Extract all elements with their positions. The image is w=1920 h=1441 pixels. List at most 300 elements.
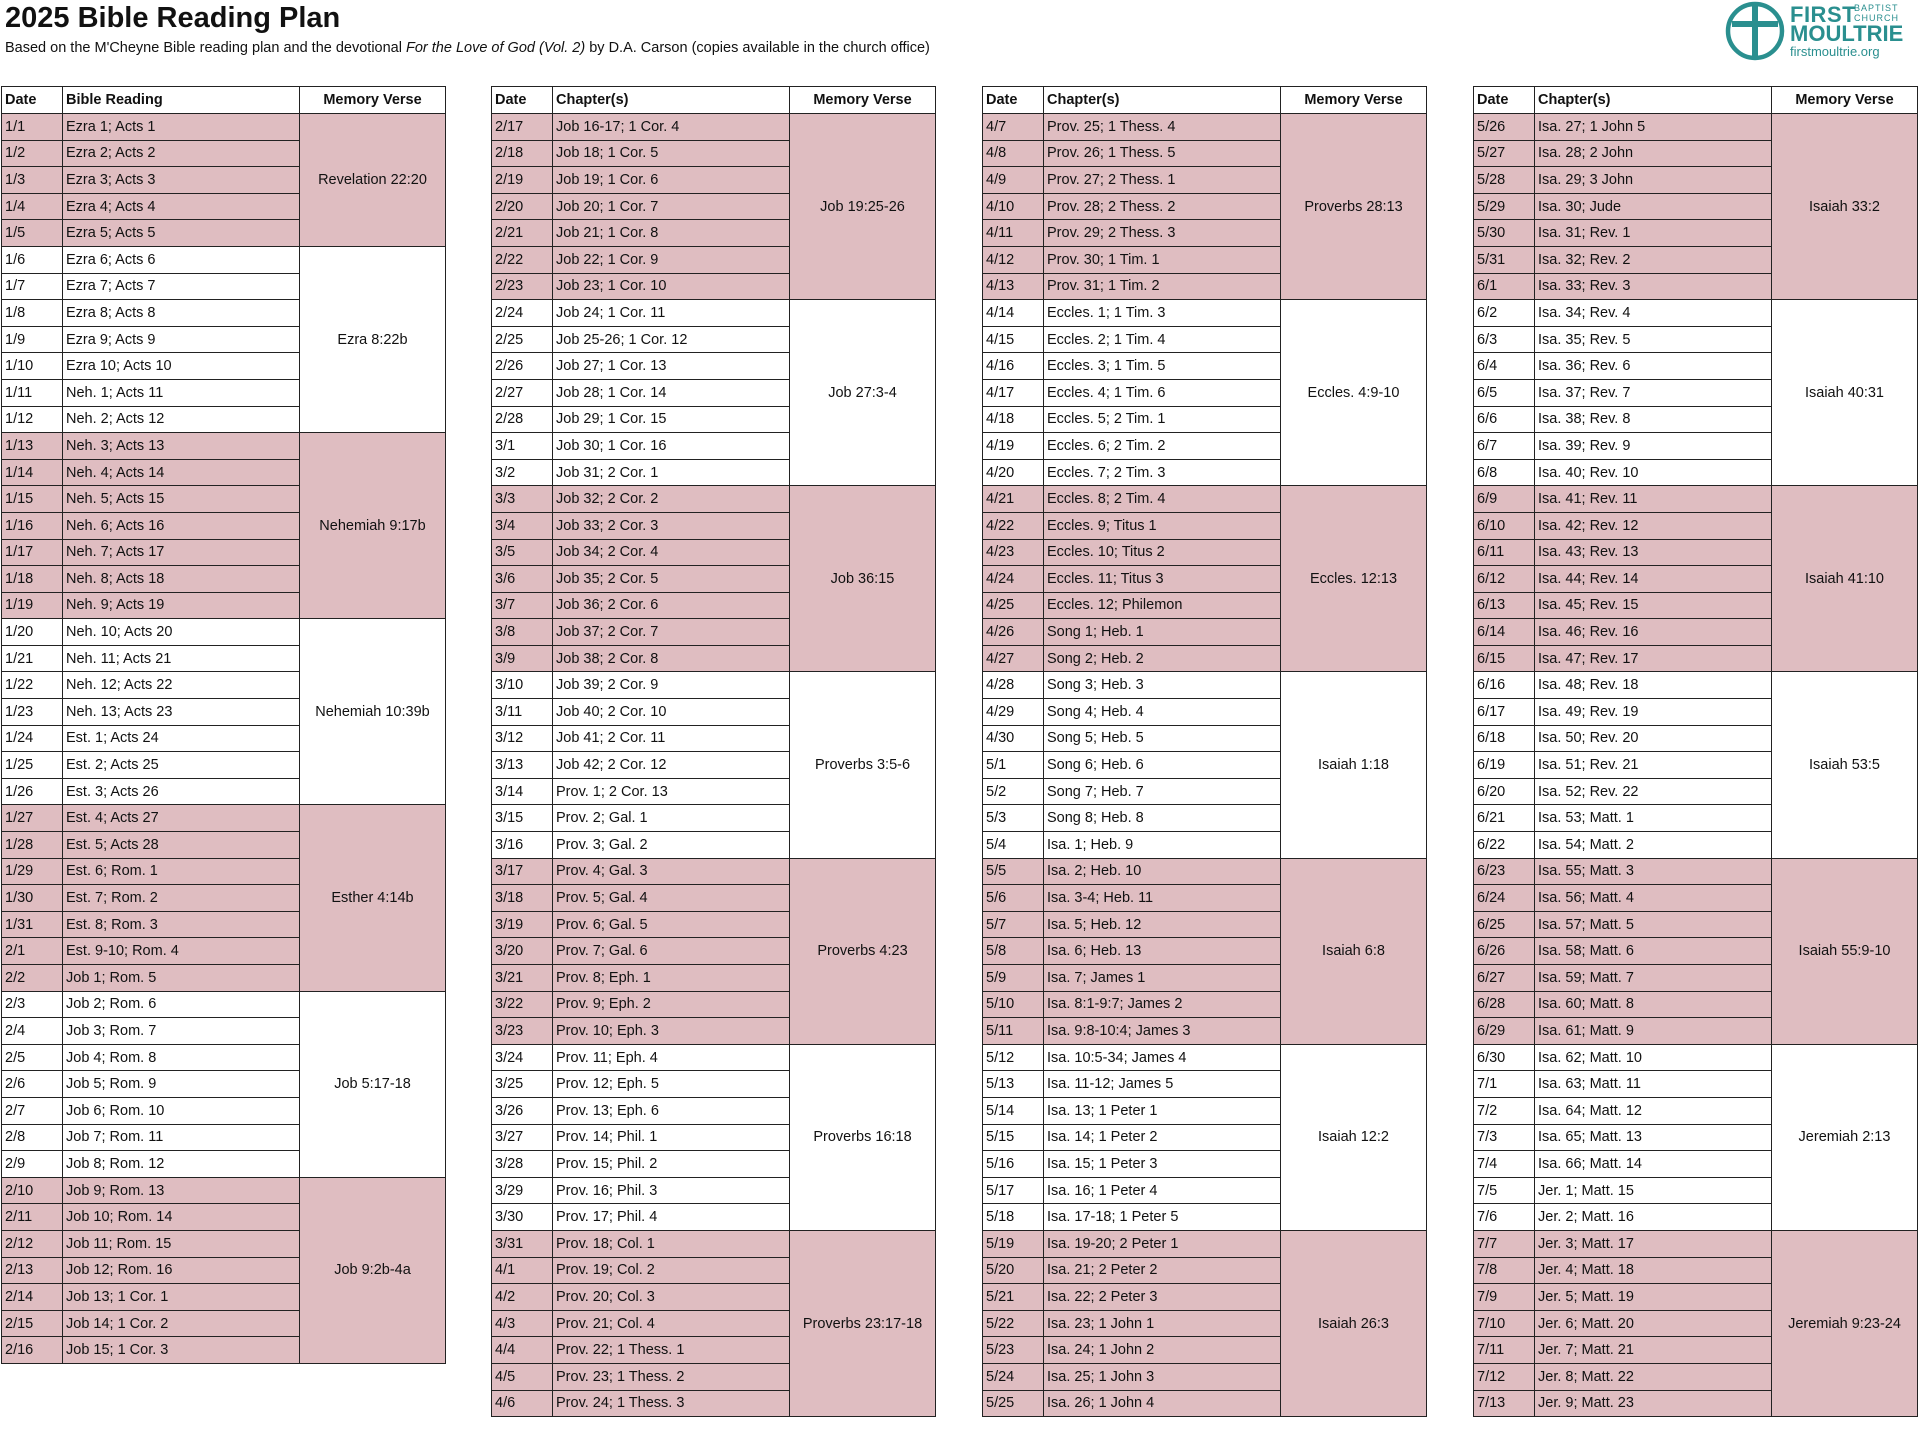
reading-cell: Isa. 62; Matt. 10 — [1535, 1044, 1772, 1071]
date-cell: 6/10 — [1474, 512, 1535, 539]
table-row — [492, 300, 936, 327]
date-cell: 2/10 — [2, 1177, 63, 1204]
date-cell: 2/16 — [2, 1337, 63, 1364]
reading-cell: Song 7; Heb. 7 — [1044, 778, 1281, 805]
reading-table-2 — [491, 86, 936, 1417]
reading-cell: Isa. 50; Rev. 20 — [1535, 725, 1772, 752]
reading-cell: Prov. 2; Gal. 1 — [553, 805, 790, 832]
date-cell: 1/22 — [2, 672, 63, 699]
date-cell: 4/21 — [983, 486, 1044, 513]
reading-table-1 — [1, 86, 446, 1364]
reading-cell: Isa. 17-18; 1 Peter 5 — [1044, 1204, 1281, 1231]
date-cell: 2/14 — [2, 1284, 63, 1311]
reading-cell: Job 4; Rom. 8 — [63, 1044, 300, 1071]
reading-cell: Isa. 61; Matt. 9 — [1535, 1018, 1772, 1045]
date-cell: 7/5 — [1474, 1177, 1535, 1204]
date-cell: 5/29 — [1474, 193, 1535, 220]
date-cell: 7/1 — [1474, 1071, 1535, 1098]
reading-cell: Job 32; 2 Cor. 2 — [553, 486, 790, 513]
date-cell: 4/22 — [983, 512, 1044, 539]
date-cell: 7/13 — [1474, 1390, 1535, 1417]
date-cell: 5/22 — [983, 1310, 1044, 1337]
reading-cell: Job 8; Rom. 12 — [63, 1151, 300, 1178]
reading-cell: Isa. 29; 3 John — [1535, 167, 1772, 194]
reading-cell: Isa. 5; Heb. 12 — [1044, 911, 1281, 938]
date-cell: 7/6 — [1474, 1204, 1535, 1231]
reading-cell: Prov. 26; 1 Thess. 5 — [1044, 140, 1281, 167]
date-cell: 4/6 — [492, 1390, 553, 1417]
date-cell: 4/16 — [983, 353, 1044, 380]
reading-cell: Isa. 28; 2 John — [1535, 140, 1772, 167]
memory-verse-header: Memory Verse — [790, 87, 936, 114]
reading-cell: Job 33; 2 Cor. 3 — [553, 512, 790, 539]
reading-cell: Job 7; Rom. 11 — [63, 1124, 300, 1151]
date-cell: 6/26 — [1474, 938, 1535, 965]
date-cell: 6/14 — [1474, 619, 1535, 646]
date-cell: 3/15 — [492, 805, 553, 832]
reading-cell: Job 10; Rom. 14 — [63, 1204, 300, 1231]
reading-cell: Isa. 24; 1 John 2 — [1044, 1337, 1281, 1364]
table-row — [492, 858, 936, 885]
reading-cell: Eccles. 6; 2 Tim. 2 — [1044, 433, 1281, 460]
reading-cell: Prov. 22; 1 Thess. 1 — [553, 1337, 790, 1364]
date-cell: 4/13 — [983, 273, 1044, 300]
date-cell: 2/2 — [2, 965, 63, 992]
reading-cell: Prov. 11; Eph. 4 — [553, 1044, 790, 1071]
reading-cell: Job 9; Rom. 13 — [63, 1177, 300, 1204]
table-row — [983, 486, 1427, 513]
date-cell: 1/6 — [2, 246, 63, 273]
reading-cell: Ezra 4; Acts 4 — [63, 193, 300, 220]
reading-cell: Isa. 51; Rev. 21 — [1535, 752, 1772, 779]
reading-cell: Ezra 5; Acts 5 — [63, 220, 300, 247]
date-cell: 4/28 — [983, 672, 1044, 699]
date-cell: 5/3 — [983, 805, 1044, 832]
reading-cell: Isa. 7; James 1 — [1044, 965, 1281, 992]
reading-cell: Neh. 2; Acts 12 — [63, 406, 300, 433]
date-cell: 1/25 — [2, 752, 63, 779]
date-cell: 3/23 — [492, 1018, 553, 1045]
table-row — [2, 114, 446, 141]
date-cell: 3/9 — [492, 645, 553, 672]
memory-verse-cell: Proverbs 28:13 — [1281, 114, 1427, 300]
reading-cell: Isa. 25; 1 John 3 — [1044, 1363, 1281, 1390]
reading-cell: Isa. 15; 1 Peter 3 — [1044, 1151, 1281, 1178]
reading-cell: Prov. 3; Gal. 2 — [553, 832, 790, 859]
date-cell: 1/24 — [2, 725, 63, 752]
reading-cell: Prov. 15; Phil. 2 — [553, 1151, 790, 1178]
date-cell: 7/12 — [1474, 1363, 1535, 1390]
date-cell: 6/22 — [1474, 832, 1535, 859]
reading-cell: Isa. 11-12; James 5 — [1044, 1071, 1281, 1098]
reading-cell: Prov. 17; Phil. 4 — [553, 1204, 790, 1231]
date-cell: 6/24 — [1474, 885, 1535, 912]
date-header: Date — [983, 87, 1044, 114]
reading-cell: Isa. 42; Rev. 12 — [1535, 512, 1772, 539]
date-cell: 4/11 — [983, 220, 1044, 247]
reading-cell: Prov. 25; 1 Thess. 4 — [1044, 114, 1281, 141]
memory-verse-cell: Eccles. 12:13 — [1281, 486, 1427, 672]
date-cell: 4/3 — [492, 1310, 553, 1337]
date-cell: 5/20 — [983, 1257, 1044, 1284]
date-cell: 2/25 — [492, 326, 553, 353]
reading-cell: Prov. 8; Eph. 1 — [553, 965, 790, 992]
date-cell: 6/27 — [1474, 965, 1535, 992]
table-row — [1474, 858, 1918, 885]
reading-cell: Isa. 6; Heb. 13 — [1044, 938, 1281, 965]
reading-cell: Prov. 29; 2 Thess. 3 — [1044, 220, 1281, 247]
date-cell: 2/24 — [492, 300, 553, 327]
date-cell: 3/19 — [492, 911, 553, 938]
date-cell: 3/1 — [492, 433, 553, 460]
date-cell: 4/4 — [492, 1337, 553, 1364]
reading-cell: Prov. 7; Gal. 6 — [553, 938, 790, 965]
reading-cell: Isa. 19-20; 2 Peter 1 — [1044, 1230, 1281, 1257]
reading-cell: Job 11; Rom. 15 — [63, 1230, 300, 1257]
reading-cell: Isa. 53; Matt. 1 — [1535, 805, 1772, 832]
date-cell: 1/30 — [2, 885, 63, 912]
date-cell: 5/31 — [1474, 246, 1535, 273]
date-cell: 3/21 — [492, 965, 553, 992]
date-cell: 4/29 — [983, 699, 1044, 726]
date-cell: 4/23 — [983, 539, 1044, 566]
reading-cell: Ezra 3; Acts 3 — [63, 167, 300, 194]
reading-cell: Neh. 1; Acts 11 — [63, 379, 300, 406]
reading-cell: Neh. 10; Acts 20 — [63, 619, 300, 646]
date-cell: 4/10 — [983, 193, 1044, 220]
reading-cell: Est. 1; Acts 24 — [63, 725, 300, 752]
reading-cell: Prov. 24; 1 Thess. 3 — [553, 1390, 790, 1417]
reading-cell: Eccles. 10; Titus 2 — [1044, 539, 1281, 566]
date-cell: 5/30 — [1474, 220, 1535, 247]
reading-cell: Jer. 1; Matt. 15 — [1535, 1177, 1772, 1204]
reading-cell: Job 22; 1 Cor. 9 — [553, 246, 790, 273]
reading-cell: Job 13; 1 Cor. 1 — [63, 1284, 300, 1311]
date-cell: 7/11 — [1474, 1337, 1535, 1364]
reading-cell: Prov. 14; Phil. 1 — [553, 1124, 790, 1151]
date-cell: 2/20 — [492, 193, 553, 220]
table-row — [492, 114, 936, 141]
date-cell: 5/18 — [983, 1204, 1044, 1231]
date-cell: 3/7 — [492, 592, 553, 619]
reading-cell: Isa. 23; 1 John 1 — [1044, 1310, 1281, 1337]
date-cell: 1/1 — [2, 114, 63, 141]
reading-cell: Job 35; 2 Cor. 5 — [553, 566, 790, 593]
reading-cell: Est. 2; Acts 25 — [63, 752, 300, 779]
page-title: 2025 Bible Reading Plan — [5, 2, 341, 34]
date-cell: 2/21 — [492, 220, 553, 247]
reading-cell: Neh. 13; Acts 23 — [63, 699, 300, 726]
reading-cell: Job 3; Rom. 7 — [63, 1018, 300, 1045]
reading-cell: Prov. 20; Col. 3 — [553, 1284, 790, 1311]
reading-cell: Prov. 5; Gal. 4 — [553, 885, 790, 912]
reading-cell: Isa. 40; Rev. 10 — [1535, 459, 1772, 486]
reading-cell: Isa. 44; Rev. 14 — [1535, 566, 1772, 593]
reading-cell: Job 27; 1 Cor. 13 — [553, 353, 790, 380]
date-cell: 3/3 — [492, 486, 553, 513]
memory-verse-cell: Isaiah 12:2 — [1281, 1044, 1427, 1230]
reading-table-4 — [1473, 86, 1918, 1417]
reading-cell: Isa. 22; 2 Peter 3 — [1044, 1284, 1281, 1311]
reading-cell: Jer. 6; Matt. 20 — [1535, 1310, 1772, 1337]
date-cell: 6/12 — [1474, 566, 1535, 593]
date-cell: 1/17 — [2, 539, 63, 566]
church-logo — [1724, 0, 1920, 62]
memory-verse-cell: Isaiah 40:31 — [1772, 300, 1918, 486]
memory-verse-cell: Nehemiah 9:17b — [300, 433, 446, 619]
reading-cell: Job 42; 2 Cor. 12 — [553, 752, 790, 779]
subtitle-book-title: For the Love of God (Vol. 2) — [406, 40, 586, 56]
date-cell: 4/7 — [983, 114, 1044, 141]
table-row — [2, 805, 446, 832]
reading-cell: Eccles. 11; Titus 3 — [1044, 566, 1281, 593]
date-cell: 2/13 — [2, 1257, 63, 1284]
reading-cell: Prov. 27; 2 Thess. 1 — [1044, 167, 1281, 194]
date-cell: 5/12 — [983, 1044, 1044, 1071]
reading-cell: Prov. 31; 1 Tim. 2 — [1044, 273, 1281, 300]
reading-cell: Prov. 6; Gal. 5 — [553, 911, 790, 938]
date-header: Date — [2, 87, 63, 114]
memory-verse-cell: Nehemiah 10:39b — [300, 619, 446, 805]
date-cell: 4/26 — [983, 619, 1044, 646]
reading-cell: Isa. 32; Rev. 2 — [1535, 246, 1772, 273]
memory-verse-header: Memory Verse — [300, 87, 446, 114]
date-cell: 3/18 — [492, 885, 553, 912]
date-cell: 3/29 — [492, 1177, 553, 1204]
date-cell: 1/26 — [2, 778, 63, 805]
date-cell: 3/4 — [492, 512, 553, 539]
reading-cell: Job 15; 1 Cor. 3 — [63, 1337, 300, 1364]
date-cell: 4/12 — [983, 246, 1044, 273]
page-subtitle — [5, 40, 930, 56]
reading-cell: Prov. 12; Eph. 5 — [553, 1071, 790, 1098]
reading-cell: Est. 4; Acts 27 — [63, 805, 300, 832]
reading-cell: Eccles. 4; 1 Tim. 6 — [1044, 379, 1281, 406]
memory-verse-cell: Jeremiah 9:23-24 — [1772, 1230, 1918, 1416]
reading-cell: Jer. 3; Matt. 17 — [1535, 1230, 1772, 1257]
date-cell: 3/31 — [492, 1230, 553, 1257]
reading-cell: Isa. 41; Rev. 11 — [1535, 486, 1772, 513]
date-cell: 7/3 — [1474, 1124, 1535, 1151]
reading-cell: Isa. 2; Heb. 10 — [1044, 858, 1281, 885]
date-cell: 6/21 — [1474, 805, 1535, 832]
reading-cell: Neh. 11; Acts 21 — [63, 645, 300, 672]
date-cell: 6/7 — [1474, 433, 1535, 460]
table-row — [1474, 672, 1918, 699]
date-cell: 6/19 — [1474, 752, 1535, 779]
reading-cell: Isa. 55; Matt. 3 — [1535, 858, 1772, 885]
date-cell: 3/26 — [492, 1097, 553, 1124]
table-row — [1474, 1230, 1918, 1257]
table-row — [1474, 1044, 1918, 1071]
memory-verse-cell: Revelation 22:20 — [300, 114, 446, 247]
date-cell: 3/6 — [492, 566, 553, 593]
date-cell: 5/17 — [983, 1177, 1044, 1204]
reading-cell: Isa. 63; Matt. 11 — [1535, 1071, 1772, 1098]
memory-verse-cell: Proverbs 23:17-18 — [790, 1230, 936, 1416]
reading-cell: Jer. 7; Matt. 21 — [1535, 1337, 1772, 1364]
reading-cell: Job 14; 1 Cor. 2 — [63, 1310, 300, 1337]
table-row — [492, 1230, 936, 1257]
reading-cell: Song 1; Heb. 1 — [1044, 619, 1281, 646]
reading-cell: Isa. 13; 1 Peter 1 — [1044, 1097, 1281, 1124]
date-cell: 2/11 — [2, 1204, 63, 1231]
reading-cell: Est. 9-10; Rom. 4 — [63, 938, 300, 965]
reading-cell: Isa. 30; Jude — [1535, 193, 1772, 220]
memory-verse-cell: Job 27:3-4 — [790, 300, 936, 486]
date-cell: 3/20 — [492, 938, 553, 965]
reading-cell: Isa. 14; 1 Peter 2 — [1044, 1124, 1281, 1151]
date-cell: 2/8 — [2, 1124, 63, 1151]
reading-cell: Job 34; 2 Cor. 4 — [553, 539, 790, 566]
date-cell: 6/15 — [1474, 645, 1535, 672]
date-cell: 1/15 — [2, 486, 63, 513]
reading-cell: Song 6; Heb. 6 — [1044, 752, 1281, 779]
reading-cell: Prov. 4; Gal. 3 — [553, 858, 790, 885]
reading-cell: Ezra 1; Acts 1 — [63, 114, 300, 141]
date-cell: 4/30 — [983, 725, 1044, 752]
reading-cell: Prov. 10; Eph. 3 — [553, 1018, 790, 1045]
reading-cell: Ezra 6; Acts 6 — [63, 246, 300, 273]
date-cell: 2/28 — [492, 406, 553, 433]
memory-verse-cell: Ezra 8:22b — [300, 246, 446, 432]
date-cell: 2/23 — [492, 273, 553, 300]
reading-cell: Prov. 16; Phil. 3 — [553, 1177, 790, 1204]
reading-cell: Neh. 8; Acts 18 — [63, 566, 300, 593]
subtitle-suffix: by D.A. Carson (copies available in the church office) — [585, 40, 930, 56]
date-cell: 6/2 — [1474, 300, 1535, 327]
memory-verse-cell: Job 5:17-18 — [300, 991, 446, 1177]
date-cell: 3/13 — [492, 752, 553, 779]
date-cell: 6/4 — [1474, 353, 1535, 380]
date-cell: 4/14 — [983, 300, 1044, 327]
memory-verse-cell: Eccles. 4:9-10 — [1281, 300, 1427, 486]
reading-cell: Isa. 46; Rev. 16 — [1535, 619, 1772, 646]
reading-cell: Job 2; Rom. 6 — [63, 991, 300, 1018]
date-cell: 5/21 — [983, 1284, 1044, 1311]
reading-cell: Job 41; 2 Cor. 11 — [553, 725, 790, 752]
date-cell: 6/25 — [1474, 911, 1535, 938]
reading-cell: Neh. 4; Acts 14 — [63, 459, 300, 486]
date-cell: 3/8 — [492, 619, 553, 646]
date-cell: 2/3 — [2, 991, 63, 1018]
reading-cell: Isa. 47; Rev. 17 — [1535, 645, 1772, 672]
date-cell: 5/2 — [983, 778, 1044, 805]
reading-cell: Prov. 30; 1 Tim. 1 — [1044, 246, 1281, 273]
reading-cell: Jer. 2; Matt. 16 — [1535, 1204, 1772, 1231]
date-cell: 4/27 — [983, 645, 1044, 672]
date-cell: 6/1 — [1474, 273, 1535, 300]
reading-cell: Est. 8; Rom. 3 — [63, 911, 300, 938]
memory-verse-cell: Esther 4:14b — [300, 805, 446, 991]
reading-cell: Isa. 48; Rev. 18 — [1535, 672, 1772, 699]
date-cell: 7/7 — [1474, 1230, 1535, 1257]
date-cell: 1/4 — [2, 193, 63, 220]
reading-cell: Job 40; 2 Cor. 10 — [553, 699, 790, 726]
date-cell: 5/24 — [983, 1363, 1044, 1390]
date-cell: 3/14 — [492, 778, 553, 805]
date-cell: 1/16 — [2, 512, 63, 539]
reading-cell: Job 20; 1 Cor. 7 — [553, 193, 790, 220]
memory-verse-cell: Isaiah 53:5 — [1772, 672, 1918, 858]
reading-cell: Isa. 37; Rev. 7 — [1535, 379, 1772, 406]
date-cell: 1/9 — [2, 326, 63, 353]
reading-cell: Isa. 66; Matt. 14 — [1535, 1151, 1772, 1178]
memory-verse-cell: Job 36:15 — [790, 486, 936, 672]
reading-cell: Prov. 28; 2 Thess. 2 — [1044, 193, 1281, 220]
memory-verse-cell: Job 19:25-26 — [790, 114, 936, 300]
table-row — [983, 672, 1427, 699]
date-cell: 1/29 — [2, 858, 63, 885]
date-cell: 1/18 — [2, 566, 63, 593]
memory-verse-cell: Isaiah 33:2 — [1772, 114, 1918, 300]
table-row — [983, 300, 1427, 327]
date-cell: 3/2 — [492, 459, 553, 486]
date-cell: 6/28 — [1474, 991, 1535, 1018]
reading-cell: Isa. 39; Rev. 9 — [1535, 433, 1772, 460]
date-cell: 1/2 — [2, 140, 63, 167]
table-row — [1474, 300, 1918, 327]
date-cell: 6/30 — [1474, 1044, 1535, 1071]
date-cell: 5/7 — [983, 911, 1044, 938]
date-cell: 3/16 — [492, 832, 553, 859]
date-cell: 5/14 — [983, 1097, 1044, 1124]
reading-cell: Prov. 1; 2 Cor. 13 — [553, 778, 790, 805]
date-cell: 6/9 — [1474, 486, 1535, 513]
reading-cell: Isa. 52; Rev. 22 — [1535, 778, 1772, 805]
date-cell: 5/9 — [983, 965, 1044, 992]
reading-cell: Neh. 5; Acts 15 — [63, 486, 300, 513]
reading-cell: Song 2; Heb. 2 — [1044, 645, 1281, 672]
date-cell: 2/15 — [2, 1310, 63, 1337]
reading-cell: Job 38; 2 Cor. 8 — [553, 645, 790, 672]
logo-first: FIRST — [1790, 2, 1857, 27]
reading-cell: Eccles. 2; 1 Tim. 4 — [1044, 326, 1281, 353]
memory-verse-cell: Isaiah 1:18 — [1281, 672, 1427, 858]
date-cell: 4/5 — [492, 1363, 553, 1390]
date-cell: 6/20 — [1474, 778, 1535, 805]
reading-cell: Eccles. 9; Titus 1 — [1044, 512, 1281, 539]
reading-cell: Song 8; Heb. 8 — [1044, 805, 1281, 832]
reading-cell: Isa. 27; 1 John 5 — [1535, 114, 1772, 141]
logo-baptist-church: BAPTIST CHURCH — [1854, 3, 1899, 23]
date-cell: 1/8 — [2, 300, 63, 327]
date-cell: 6/29 — [1474, 1018, 1535, 1045]
date-cell: 3/30 — [492, 1204, 553, 1231]
date-cell: 1/20 — [2, 619, 63, 646]
reading-cell: Job 23; 1 Cor. 10 — [553, 273, 790, 300]
reading-cell: Job 25-26; 1 Cor. 12 — [553, 326, 790, 353]
reading-cell: Jer. 4; Matt. 18 — [1535, 1257, 1772, 1284]
date-header: Date — [492, 87, 553, 114]
date-cell: 1/5 — [2, 220, 63, 247]
date-cell: 3/12 — [492, 725, 553, 752]
table-row — [2, 619, 446, 646]
memory-verse-cell: Isaiah 55:9-10 — [1772, 858, 1918, 1044]
memory-verse-header: Memory Verse — [1281, 87, 1427, 114]
reading-cell: Isa. 26; 1 John 4 — [1044, 1390, 1281, 1417]
reading-cell: Prov. 19; Col. 2 — [553, 1257, 790, 1284]
reading-cell: Ezra 9; Acts 9 — [63, 326, 300, 353]
reading-cell: Isa. 57; Matt. 5 — [1535, 911, 1772, 938]
reading-cell: Prov. 23; 1 Thess. 2 — [553, 1363, 790, 1390]
table-row — [983, 1044, 1427, 1071]
header-row — [983, 87, 1427, 114]
logo-moultrie: MOULTRIE — [1790, 21, 1904, 46]
reading-cell: Isa. 60; Matt. 8 — [1535, 991, 1772, 1018]
reading-cell: Eccles. 12; Philemon — [1044, 592, 1281, 619]
reading-cell: Jer. 8; Matt. 22 — [1535, 1363, 1772, 1390]
